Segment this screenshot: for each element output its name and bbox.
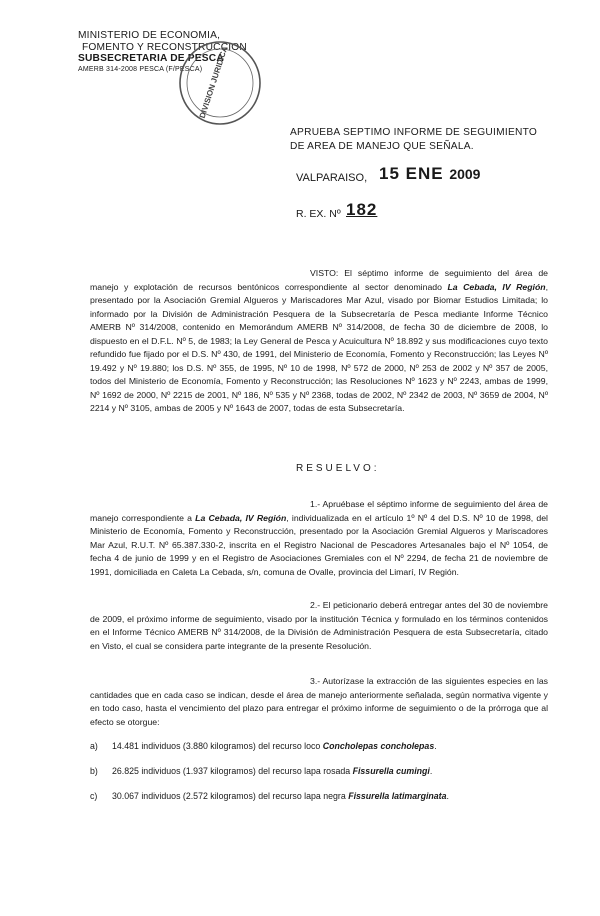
item-text: 14.481 individuos (3.880 kilogramos) del recurso loco	[112, 741, 323, 751]
item-species: Concholepas concholepas	[322, 741, 435, 751]
resolution-number: 182	[346, 200, 378, 219]
document-title	[290, 126, 537, 153]
resuelvo-heading: RESUELVO:	[296, 463, 380, 474]
article-2: 2.- El peticionario deberá entregar antes del 30 de noviembre de 2009, el próximo informe de seguimiento, visado por la institución Técnica y formulado en los términos contenidos en el Informe Técnico AMERB Nº 314/2008, de la División de Administración Pesquera de esta Subsecretaría, citado en Visto, el cual se considera parte integrante de la presente Resolución.	[90, 600, 548, 651]
article-3: 3.- Autorízase la extracción de las siguientes especies en las cantidades que en cada caso se indican, desde el área de manejo anteriormente señalada, según normativa vigente y en todo caso, hasta el vencimiento del plazo para entregar el próximo informe de seguimiento o de la prórroga que al efecto se otorgue:	[90, 676, 548, 727]
date-stamp	[379, 164, 480, 184]
item-label: b)	[90, 766, 98, 776]
article-1-text: 1.- Apruébase el séptimo informe de seguimiento del área de manejo correspondiente a	[90, 499, 548, 523]
ministry-name-cont: FOMENTO Y RECONSTRUCCION	[82, 41, 247, 53]
date-day-month: 15 ENE	[379, 164, 444, 183]
item-end: .	[429, 766, 433, 776]
species-item-c	[90, 791, 449, 801]
date-year: 2009	[449, 166, 481, 182]
seal-text: DIVISION JURIDICA	[197, 45, 230, 120]
item-species: Fissurella cumingi	[352, 766, 430, 776]
article-1	[90, 498, 548, 579]
article-1-sector: La Cebada, IV Región	[195, 512, 287, 523]
title-line-2: DE AREA DE MANEJO QUE SEÑALA.	[290, 140, 474, 152]
resolution-label: R. EX. Nº	[296, 208, 341, 220]
item-label: a)	[90, 741, 98, 751]
article-1-text-rest: , individualizada en el artículo 1º Nº 4 del D.S. Nº 10 de 1998, del Ministerio de Economía, Fomento y Reconstrucción, presentado por la Asociación Gremial Algueros y Mariscadores Mar Azul, R.U.T. Nº 65.387.330-2, inscrita en el Registro Nacional de Pescadores Artesanales bajo el Nº 1054, de fecha 4 de junio de 1999 y en el Registro de Asociaciones Gremiales con el Nº 2294, de fecha 21 de noviembre de 1991, domiciliada en Caleta La Cebada, s/n, comuna de Ovalle, provincia del Limarí, IV Región.	[90, 512, 548, 577]
title-line-1: APRUEBA SEPTIMO INFORME DE SEGUIMIENTO	[290, 127, 538, 138]
reference-code: AMERB 314-2008 PESCA (F/PESCA)	[78, 65, 203, 73]
item-text: 30.067 individuos (2.572 kilogramos) del recurso lapa negra	[112, 791, 349, 801]
subsecretariat-name: SUBSECRETARIA DE PESCA	[78, 53, 224, 64]
visto-paragraph	[90, 267, 548, 416]
item-label: c)	[90, 791, 98, 801]
stamp-seal	[176, 38, 264, 128]
visto-text: VISTO: El séptimo informe de seguimiento del área de manejo y explotación de recursos bentónicos correspondiente al sector denominado	[90, 268, 548, 292]
item-end: .	[434, 741, 437, 751]
visto-text-rest: , presentado por la Asociación Gremial Algueros y Mariscadores Mar Azul, visado por Biomar Estudios Limitada; lo informado por la División de Administración Pesquera de la Subsecretaría de Pesca mediante Informe Técnico AMERB Nº 314/2008, contenido en Memorándum AMERB Nº 314/2008, de fecha 30 de diciembre de 2008, lo dispuesto en el D.F.L. Nº 5, de 1983; la Ley General de Pesca y Acuicultura Nº 18.892 y sus modificaciones cuyo texto refundido fue fijado por el D.S. Nº 430, de 1991, del Ministerio de Economía, Fomento y Reconstrucción; las Leyes Nº 19.492 y Nº 19.880; los D.S. Nº 355, de 1995, Nº 10 de 1998, Nº 572 de 2000, Nº 253 de 2002 y Nº 357 de 2005, todos del Ministerio de Economía, Fomento y Reconstrucción; las Resoluciones Nº 1623 y Nº 2243, ambas de 1999, Nº 1692 de 2000, Nº 2215 de 2001, Nº 186, Nº 535 y Nº 2368, todas de 2002, Nº 2342 de 2003, Nº 3659 de 2004, Nº 2214 y Nº 3105, ambas de 2005 y Nº 1643 de 2007, todas de esta Subsecretaría.	[90, 281, 548, 414]
item-end: .	[446, 791, 449, 801]
visto-sector: La Cebada, IV Región	[447, 281, 546, 292]
species-item-a	[90, 741, 437, 751]
ministry-name: MINISTERIO DE ECONOMIA,	[78, 30, 221, 41]
item-species: Fissurella latimarginata	[348, 791, 447, 801]
item-text: 26.825 individuos (1.937 kilogramos) del recurso lapa rosada	[112, 766, 353, 776]
place: VALPARAISO,	[296, 172, 368, 184]
species-item-b	[90, 766, 432, 776]
